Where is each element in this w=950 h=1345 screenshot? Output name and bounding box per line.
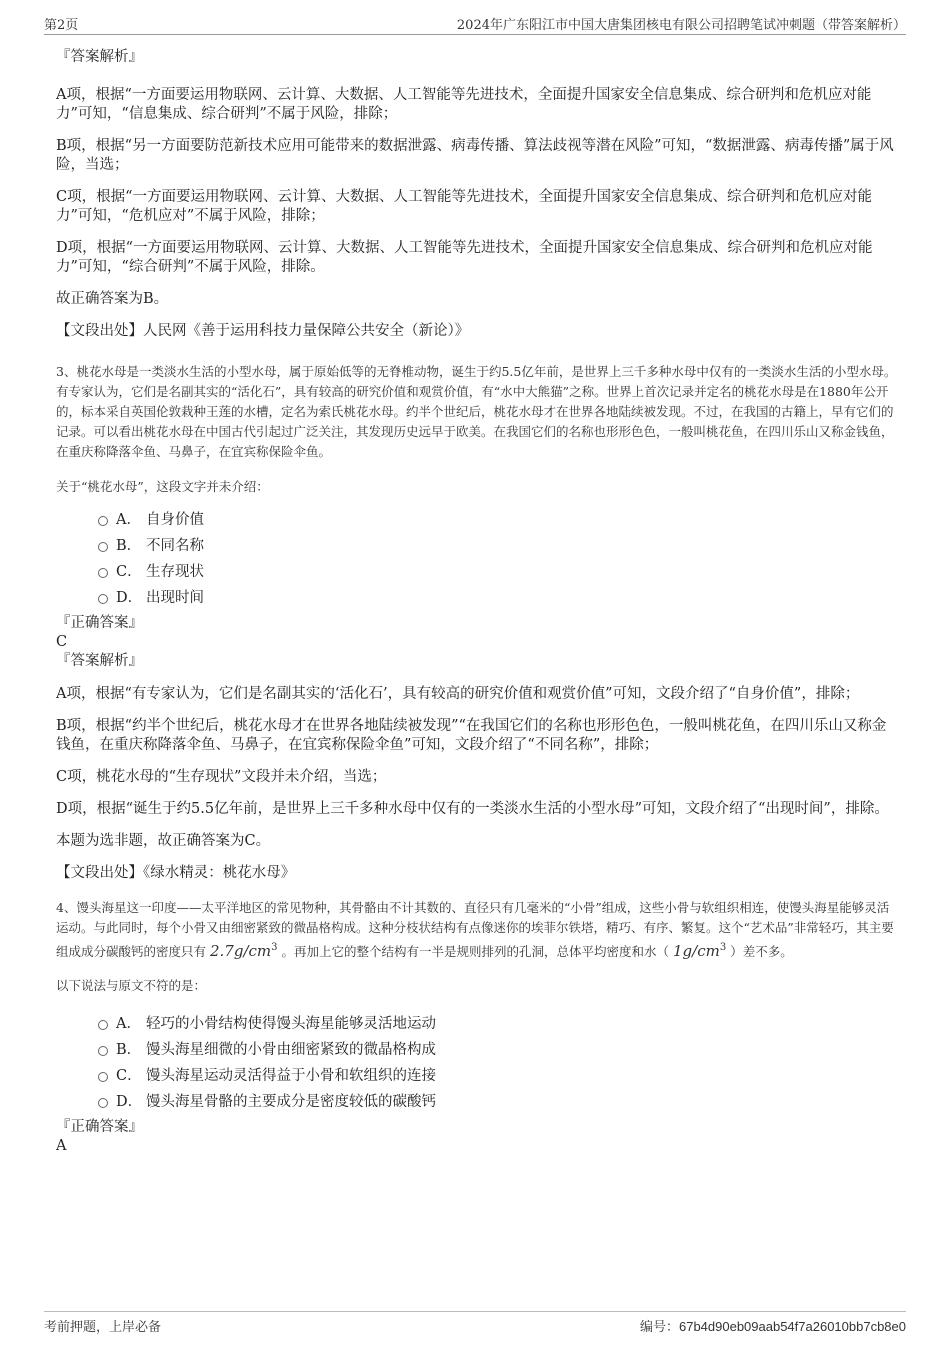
q3-option-b[interactable] xyxy=(56,536,898,556)
page-content xyxy=(56,38,898,1156)
q4-answer: A xyxy=(56,1138,67,1154)
page-footer xyxy=(44,1311,906,1340)
q4-option-c[interactable] xyxy=(56,1066,898,1086)
option-letter: D． xyxy=(116,590,143,606)
footer-code xyxy=(640,1316,906,1335)
q3-conclusion: 本题为选非题，故正确答案为C。 xyxy=(56,833,271,849)
q2-analysis-b: B项，根据“另一方面要防范新技术应用可能带来的数据泄露、病毒传播、算法歧视等潜在风险”可知，“数据泄露、病毒传播”属于风险，当选； xyxy=(56,138,894,173)
option-text: 自身价值 xyxy=(146,512,204,528)
q4-answer-label: 『正确答案』 xyxy=(56,1119,143,1135)
option-text: 生存现状 xyxy=(146,564,204,580)
q2-conclusion: 故正确答案为B。 xyxy=(56,291,169,307)
q3-options xyxy=(56,510,898,608)
q4-options xyxy=(56,1014,898,1112)
page-number: 第2页 xyxy=(44,18,79,33)
q2-analysis-label: 『答案解析』 xyxy=(56,49,143,65)
q4-option-a[interactable] xyxy=(56,1014,898,1034)
q3-option-d[interactable] xyxy=(56,588,898,608)
radio-icon[interactable] xyxy=(98,594,108,604)
option-text: 馒头海星细微的小骨由细密紧致的微晶格构成 xyxy=(146,1042,436,1058)
q3-analysis-a: A项，根据“有专家认为，它们是名副其实的‘活化石’，具有较高的研究价值和观赏价值”可知，文段介绍了“自身价值”，排除； xyxy=(56,686,860,702)
footer-slogan: 考前押题，上岸必备 xyxy=(44,1320,162,1335)
q2-analysis-a: A项，根据“一方面要运用物联网、云计算、大数据、人工智能等先进技术，全面提升国家安全信息集成、综合研判和危机应对能力”可知，“信息集成、综合研判”不属于风险，排除； xyxy=(56,87,872,122)
q3-analysis-c: C项，桃花水母的“生存现状”文段并未介绍，当选； xyxy=(56,769,387,785)
code-label: 编号： xyxy=(639,1319,679,1334)
q4-question: 以下说法与原文不符的是： xyxy=(56,978,207,993)
q4-passage-part-1: 4、馒头海星这一印度——太平洋地区的常见物种，其骨骼由不计其数的、直径只有几毫米的“小骨”组成，这些小骨与软组织相连，使馒头海星能够灵活运动。与此同时，每个小骨又由细密紧致的微晶格构成。这种分枝状结构有点像迷你的埃菲尔铁塔，精巧、有序、繁复。这个“艺术品”非常轻巧，其主要组成成分碳酸钙的密度只有 xyxy=(56,900,894,959)
q3-analysis-d: D项，根据“诞生于约5.5亿年前，是世界上三千多种水母中仅有的一类淡水生活的小型水母”可知，文段介绍了“出现时间”，排除。 xyxy=(56,801,889,817)
option-text: 轻巧的小骨结构使得馒头海星能够灵活地运动 xyxy=(146,1016,436,1032)
q4-option-b[interactable] xyxy=(56,1040,898,1060)
radio-icon[interactable] xyxy=(98,1046,108,1056)
q4-passage xyxy=(56,898,898,962)
q4-density-water: $1g/cm^3$ xyxy=(673,942,727,960)
radio-icon[interactable] xyxy=(98,1072,108,1082)
q3-question: 关于“桃花水母”，这段文字并未介绍： xyxy=(56,479,269,494)
option-letter: D． xyxy=(116,1094,143,1110)
q4-passage-part-3: ）差不多。 xyxy=(730,944,793,959)
q2-source: 【文段出处】人民网《善于运用科技力量保障公共安全（新论）》 xyxy=(56,323,470,339)
radio-icon[interactable] xyxy=(98,1098,108,1108)
q3-option-a[interactable] xyxy=(56,510,898,530)
q3-passage: 3、桃花水母是一类淡水生活的小型水母，属于原始低等的无脊椎动物，诞生于约5.5亿年前，是世界上三千多种水母中仅有的一类淡水生活的小型水母。有专家认为，它们是名副其实的“活化石”，具有较高的研究价值和观赏价值，有“水中大熊猫”之称。世界上首次记录并定名的桃花水母是在1880年公开的，标本采自英国伦敦栽种王莲的水槽，定名为索氏桃花水母。约半个世纪后，桃花水母才在世界各地陆续被发现。不过，在我国的古籍上，早有它们的记录。可以看出桃花水母在中国古代引起过广泛关注，其发现历史远早于欧美。在我国它们的名称也形形色色，一般叫桃花鱼，在四川乐山又称金钱鱼，在重庆称降落伞鱼、马鼻子，在宜宾称保险伞鱼。 xyxy=(56,364,897,459)
option-letter: B． xyxy=(116,1042,142,1058)
code-value: 67b4d90eb09aab54f7a26010bb7cb8e0 xyxy=(678,1319,906,1334)
q4-passage-part-2: 。再加上它的整个结构有一半是规则排列的孔洞，总体平均密度和水（ xyxy=(281,944,670,959)
radio-icon[interactable] xyxy=(98,516,108,526)
option-text: 馒头海星运动灵活得益于小骨和软组织的连接 xyxy=(146,1068,436,1084)
radio-icon[interactable] xyxy=(98,1020,108,1030)
document-title: 2024年广东阳江市中国大唐集团核电有限公司招聘笔试冲刺题（带答案解析） xyxy=(456,18,906,33)
radio-icon[interactable] xyxy=(98,568,108,578)
q4-density-carbonate: $2.7g/cm^3$ xyxy=(210,942,278,960)
q3-option-c[interactable] xyxy=(56,562,898,582)
q2-analysis-d: D项，根据“一方面要运用物联网、云计算、大数据、人工智能等先进技术，全面提升国家安全信息集成、综合研判和危机应对能力”可知，“综合研判”不属于风险，排除。 xyxy=(56,240,873,275)
page-header xyxy=(44,14,906,35)
option-letter: B． xyxy=(116,538,142,554)
option-letter: C． xyxy=(116,564,142,580)
q4-option-d[interactable] xyxy=(56,1092,898,1112)
radio-icon[interactable] xyxy=(98,542,108,552)
q3-analysis-b: B项，根据“约半个世纪后，桃花水母才在世界各地陆续被发现”“在我国它们的名称也形形色色，一般叫桃花鱼，在四川乐山又称金钱鱼，在重庆称降落伞鱼、马鼻子，在宜宾称保险伞鱼”可知，文段介绍了“不同名称”，排除； xyxy=(56,718,887,753)
option-letter: A． xyxy=(116,512,141,528)
q3-answer-label: 『正确答案』 xyxy=(56,615,143,631)
option-letter: A． xyxy=(116,1016,141,1032)
q3-source: 【文段出处】《绿水精灵：桃花水母》 xyxy=(56,865,296,881)
option-text: 出现时间 xyxy=(146,590,204,606)
q3-analysis-label: 『答案解析』 xyxy=(56,653,143,669)
option-letter: C． xyxy=(116,1068,142,1084)
q2-analysis-c: C项，根据“一方面要运用物联网、云计算、大数据、人工智能等先进技术，全面提升国家安全信息集成、综合研判和危机应对能力”可知，“危机应对”不属于风险，排除； xyxy=(56,189,873,224)
option-text: 馒头海星骨骼的主要成分是密度较低的碳酸钙 xyxy=(146,1094,436,1110)
q3-answer: C xyxy=(56,634,68,650)
option-text: 不同名称 xyxy=(146,538,204,554)
